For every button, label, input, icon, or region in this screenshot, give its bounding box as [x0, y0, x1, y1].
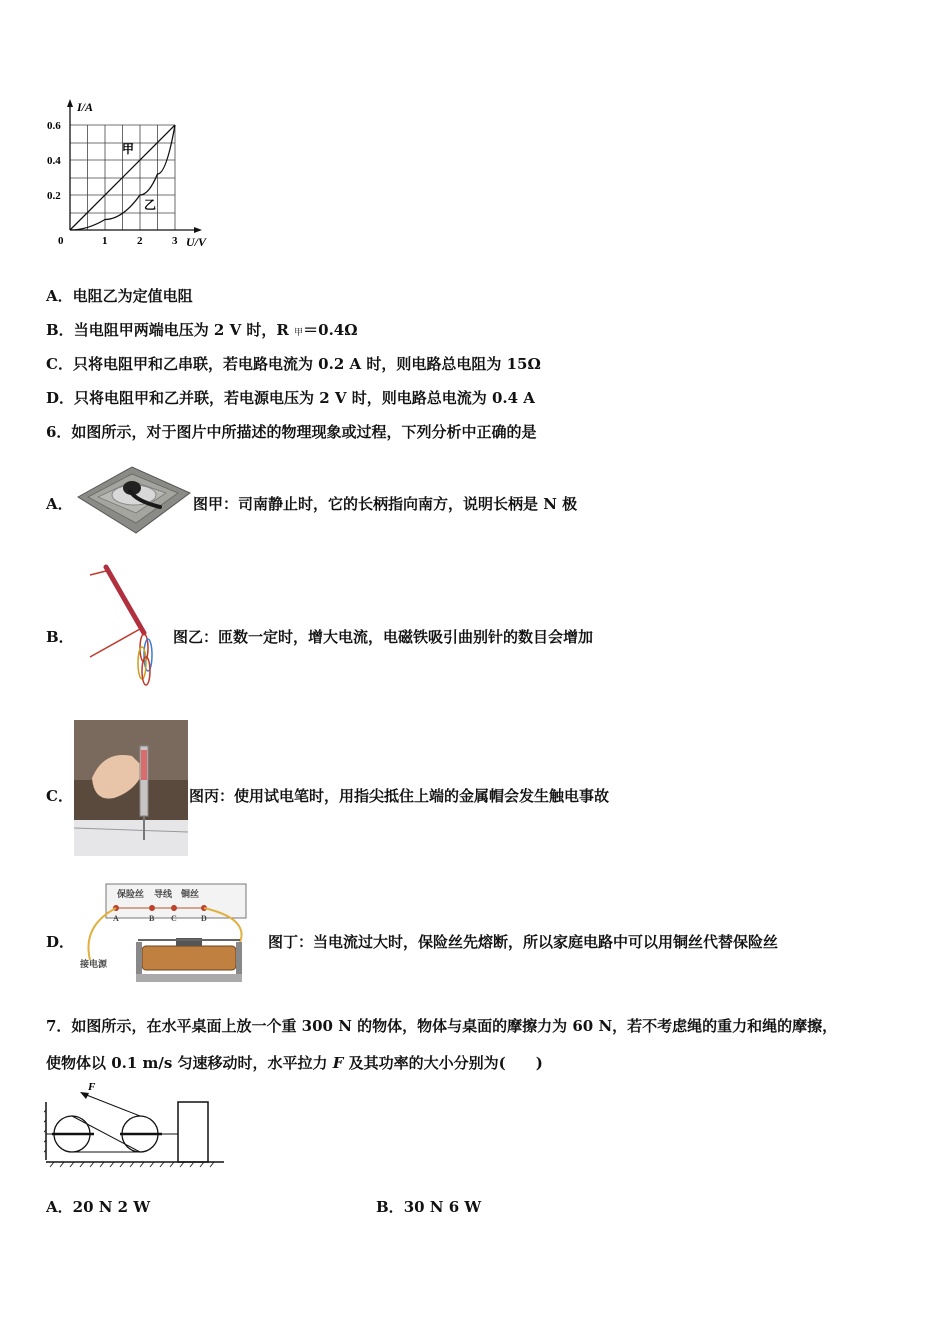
force-symbol: F	[332, 1054, 344, 1072]
point-b: B	[149, 914, 155, 923]
y-axis-arrow	[67, 99, 73, 107]
y-axis-label: I/A	[77, 100, 94, 114]
option-text: 只将电阻甲和乙并联，若电源电压为 2 V 时，则电路总电流为 0.4 A	[74, 389, 535, 407]
y-tick-0.2: 0.2	[47, 190, 61, 202]
q6-option-d-letter[interactable]: D．	[46, 933, 75, 951]
option-text: 30 N 6 W	[403, 1198, 482, 1216]
option-subscript: 甲	[294, 328, 304, 338]
label-yi: 乙	[144, 198, 157, 212]
option-text: 电阻乙为定值电阻	[72, 287, 193, 305]
q6-option-b-text: 图乙：匝数一定时，增大电流，电磁铁吸引曲别针的数目会增加	[173, 628, 594, 646]
sinan-compass-image	[74, 455, 192, 535]
option-letter: A．	[46, 1198, 73, 1216]
pulley-figure	[44, 1080, 226, 1170]
q6-option-c-text: 图丙：使用试电笔时，用指尖抵住上端的金属帽会发生触电事故	[189, 787, 610, 805]
iu-graph	[40, 95, 220, 255]
q7-stem-line2	[46, 1053, 543, 1073]
point-d: D	[201, 914, 207, 923]
q6-option-c-letter[interactable]: C．	[46, 787, 73, 805]
x-tick-1: 1	[102, 235, 108, 247]
test-pencil-image	[74, 720, 188, 856]
q5-option-a[interactable]	[46, 286, 193, 306]
point-c: C	[171, 914, 177, 923]
x-tick-0: 0	[58, 235, 64, 247]
power-label: 接电源	[80, 959, 108, 969]
x-axis-label: U/V	[186, 235, 207, 249]
q5-option-b[interactable]	[46, 320, 358, 343]
y-tick-0.4: 0.4	[47, 155, 61, 167]
x-tick-3: 3	[172, 235, 178, 247]
q7-stem-line1: 7．如图所示，在水平桌面上放一个重 300 N 的物体，物体与桌面的摩擦力为 60 N，若不考虑绳的重力和绳的摩擦，	[46, 1017, 838, 1035]
option-text: 当电阻甲两端电压为 2 V 时，R	[73, 321, 295, 339]
q6-option-d-text: 图丁：当电流过大时，保险丝先熔断，所以家庭电路中可以用铜丝代替保险丝	[268, 933, 779, 951]
option-letter: D．	[46, 389, 75, 407]
copper-label: 铜丝	[181, 889, 200, 899]
q7-option-b[interactable]	[376, 1196, 481, 1217]
y-tick-0.6: 0.6	[47, 120, 61, 132]
q6-option-b-letter[interactable]: B．	[46, 628, 74, 646]
label-jia: 甲	[122, 142, 135, 156]
q7-stem-tail: 及其功率的大小分别为( )	[343, 1054, 543, 1072]
force-label: F	[88, 1081, 96, 1093]
q6-option-a-text: 图甲：司南静止时，它的长柄指向南方，说明长柄是 N 极	[193, 495, 578, 513]
option-letter: B．	[376, 1198, 404, 1216]
electromagnet-image	[84, 563, 164, 688]
q6-stem: 6．如图所示，对于图片中所描述的物理现象或过程，下列分析中正确的是	[46, 423, 537, 441]
point-a: A	[113, 914, 119, 923]
wire-label: 导线	[154, 889, 173, 899]
q5-option-d[interactable]	[46, 388, 535, 408]
x-tick-2: 2	[137, 235, 143, 247]
option-letter: A．	[46, 287, 73, 305]
option-text: 20 N 2 W	[72, 1198, 151, 1216]
x-axis-arrow	[194, 227, 202, 233]
q5-option-c[interactable]	[46, 354, 541, 374]
fuse-experiment-image	[76, 880, 266, 998]
q7-stem-text: 使物体以 0.1 m/s 匀速移动时，水平拉力	[46, 1054, 333, 1072]
option-text: 只将电阻甲和乙串联，若电路电流为 0.2 A 时，则电路总电阻为 15Ω	[72, 355, 541, 373]
option-letter: C．	[46, 355, 73, 373]
fuse-label: 保险丝	[117, 889, 145, 899]
option-text-tail: ＝0.4Ω	[303, 321, 358, 339]
q6-option-a-letter[interactable]: A．	[46, 495, 73, 513]
q7-option-a[interactable]	[46, 1196, 150, 1217]
option-letter: B．	[46, 321, 74, 339]
